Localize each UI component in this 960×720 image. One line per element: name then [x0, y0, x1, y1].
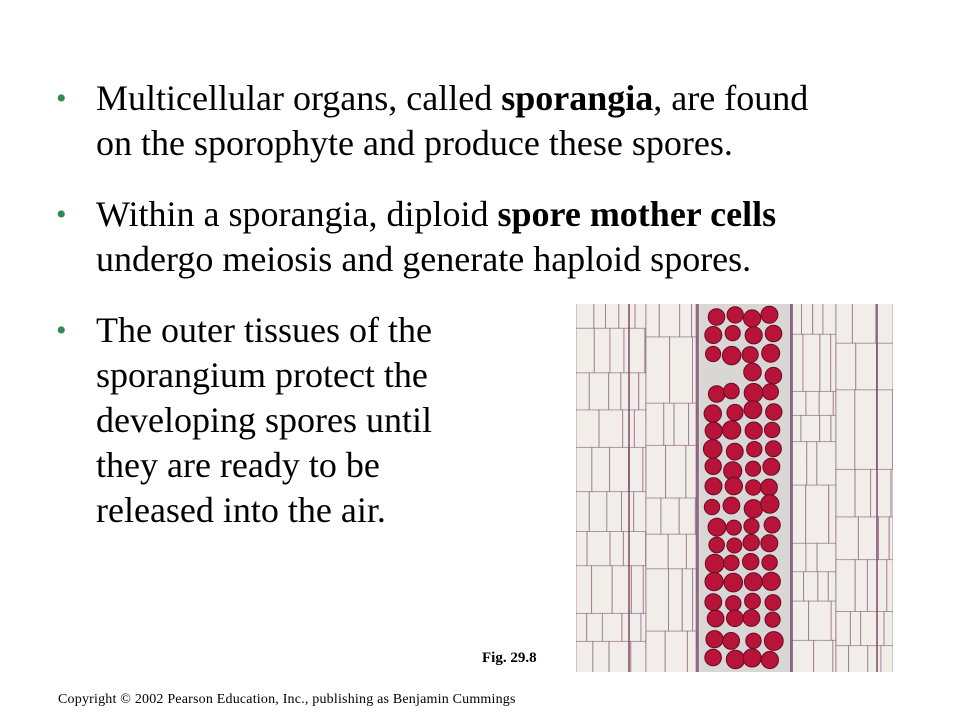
- bullet-text: [96, 308, 432, 533]
- bullet-marker: •: [56, 314, 67, 347]
- bullet-line: Multicellular organs, called sporangia, are found: [96, 78, 809, 118]
- bullet-line: Within a sporangia, diploid spore mother cells: [96, 194, 777, 234]
- bullet-marker: •: [56, 198, 67, 231]
- sporangium-micrograph: [576, 304, 893, 672]
- bullet-line: sporangium protect the: [96, 355, 428, 395]
- copyright-footer: Copyright © 2002 Pearson Education, Inc., publishing as Benjamin Cummings: [58, 692, 516, 707]
- bullet-line: released into the air.: [96, 490, 386, 530]
- key-term-sporangia: sporangia: [501, 78, 654, 118]
- bullet-line: they are ready to be: [96, 445, 380, 485]
- bullet-text: [96, 192, 776, 282]
- bullet-line: undergo meiosis and generate haploid spores.: [96, 239, 752, 279]
- bullet-text: [96, 76, 808, 166]
- key-term-spore-mother-cells: spore mother cells: [497, 194, 777, 234]
- bullet-marker: •: [56, 82, 67, 115]
- bullet-line: developing spores until: [96, 400, 432, 440]
- figure-label: Fig. 29.8: [482, 650, 537, 666]
- bullet-line: The outer tissues of the: [96, 310, 432, 350]
- bullet-line: on the sporophyte and produce these spores.: [96, 123, 733, 163]
